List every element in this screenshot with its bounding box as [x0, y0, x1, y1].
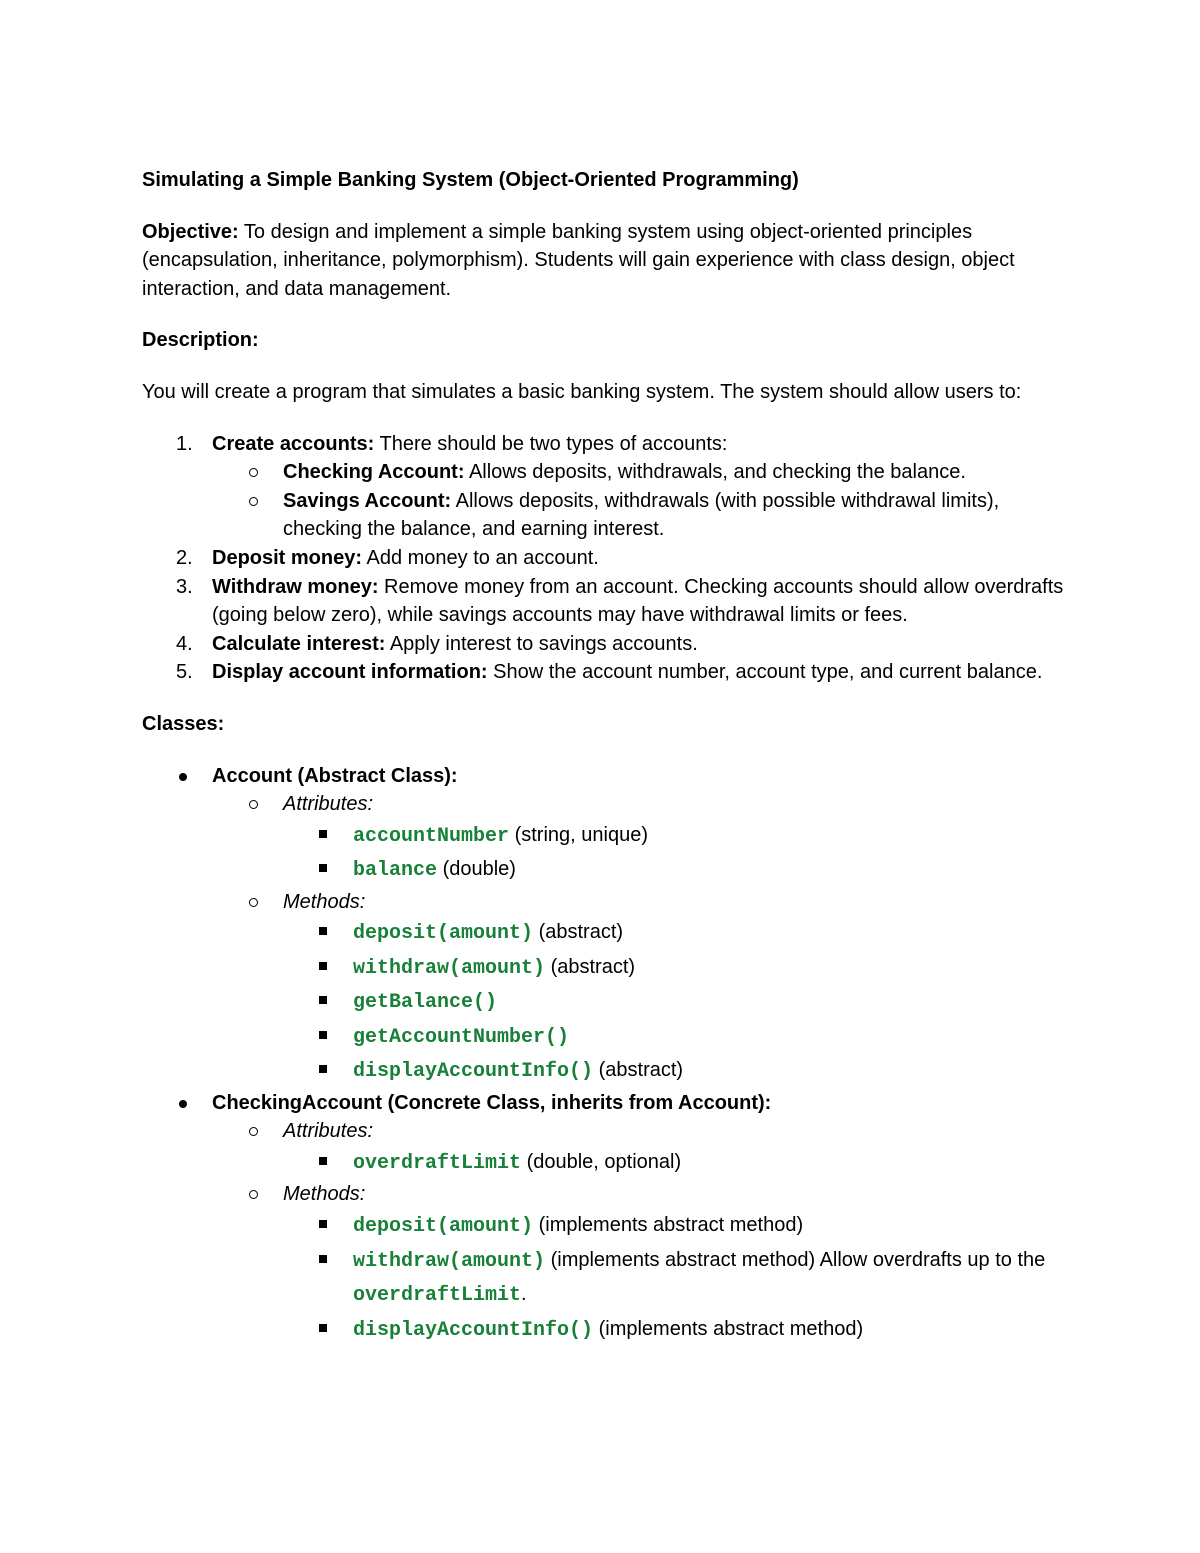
square-bullet-icon: [319, 1220, 327, 1228]
method-item: deposit(amount) (abstract): [142, 916, 1072, 951]
method-item: withdraw(amount) (abstract): [142, 951, 1072, 986]
list-item: Savings Account: Allows deposits, withdrawals (with possible withdrawal limits), checking the balance, and earning interest.: [142, 487, 1072, 544]
attributes-label: Attributes:: [142, 790, 1072, 819]
class-item-account: Account (Abstract Class):: [142, 762, 1072, 791]
list-item: 2. Deposit money: Add money to an account.: [176, 546, 599, 569]
circle-bullet-icon: [249, 468, 258, 477]
square-bullet-icon: [319, 996, 327, 1004]
method-item: getAccountNumber(): [142, 1020, 1072, 1055]
methods-label: Methods:: [142, 888, 1072, 917]
attributes-label: Attributes:: [142, 1117, 1072, 1146]
circle-bullet-icon: [249, 497, 258, 506]
objective-paragraph: [142, 218, 1072, 304]
method-item: deposit(amount) (implements abstract method): [142, 1209, 1072, 1244]
description-intro: You will create a program that simulates a basic banking system. The system should allow users to:: [142, 380, 1022, 403]
method-item: displayAccountInfo() (abstract): [142, 1054, 1072, 1089]
classes-heading: Classes:: [142, 712, 225, 735]
classes-list: [142, 762, 1072, 1348]
square-bullet-icon: [319, 830, 327, 838]
bullet-icon: [179, 773, 187, 781]
attribute-item: overdraftLimit (double, optional): [142, 1146, 1072, 1181]
objective-label: Objective:: [142, 220, 239, 243]
circle-bullet-icon: [249, 898, 258, 907]
feature-list: [142, 430, 1072, 687]
method-item: displayAccountInfo() (implements abstract method): [142, 1313, 1072, 1348]
circle-bullet-icon: [249, 1190, 258, 1199]
square-bullet-icon: [319, 864, 327, 872]
bullet-icon: [179, 1100, 187, 1108]
method-item: withdraw(amount) (implements abstract method) Allow overdrafts up to the overdraftLimit.: [142, 1244, 1072, 1313]
attribute-item: balance (double): [142, 853, 1072, 888]
list-item: 4. Calculate interest: Apply interest to savings accounts.: [176, 632, 698, 655]
square-bullet-icon: [319, 1031, 327, 1039]
methods-label: Methods:: [142, 1180, 1072, 1209]
circle-bullet-icon: [249, 1127, 258, 1136]
square-bullet-icon: [319, 962, 327, 970]
circle-bullet-icon: [249, 800, 258, 809]
class-item-checking-account: CheckingAccount (Concrete Class, inherits from Account):: [142, 1089, 1072, 1118]
square-bullet-icon: [319, 1255, 327, 1263]
description-heading: Description:: [142, 329, 259, 352]
square-bullet-icon: [319, 927, 327, 935]
list-item: 1. Create accounts: There should be two types of accounts:: [176, 432, 728, 455]
page-title: Simulating a Simple Banking System (Object-Oriented Programming): [142, 169, 799, 191]
objective-text: To design and implement a simple banking system using object-oriented principles (encapsulation, inheritance, polymorphism). Students will gain experience with class design, object interaction, and data management.: [142, 220, 1015, 300]
list-item: Checking Account: Allows deposits, withdrawals, and checking the balance.: [142, 458, 1072, 487]
list-item: 3. Withdraw money: Remove money from an account. Checking accounts should allow overdrafts (going below zero), while savings accounts may have withdrawal limits or fees.: [176, 575, 1064, 627]
square-bullet-icon: [319, 1065, 327, 1073]
method-item: getBalance(): [142, 985, 1072, 1020]
document-page: [142, 166, 1072, 1347]
square-bullet-icon: [319, 1157, 327, 1165]
list-item: 5. Display account information: Show the account number, account type, and current balance.: [176, 661, 1043, 684]
square-bullet-icon: [319, 1324, 327, 1332]
attribute-item: accountNumber (string, unique): [142, 819, 1072, 854]
